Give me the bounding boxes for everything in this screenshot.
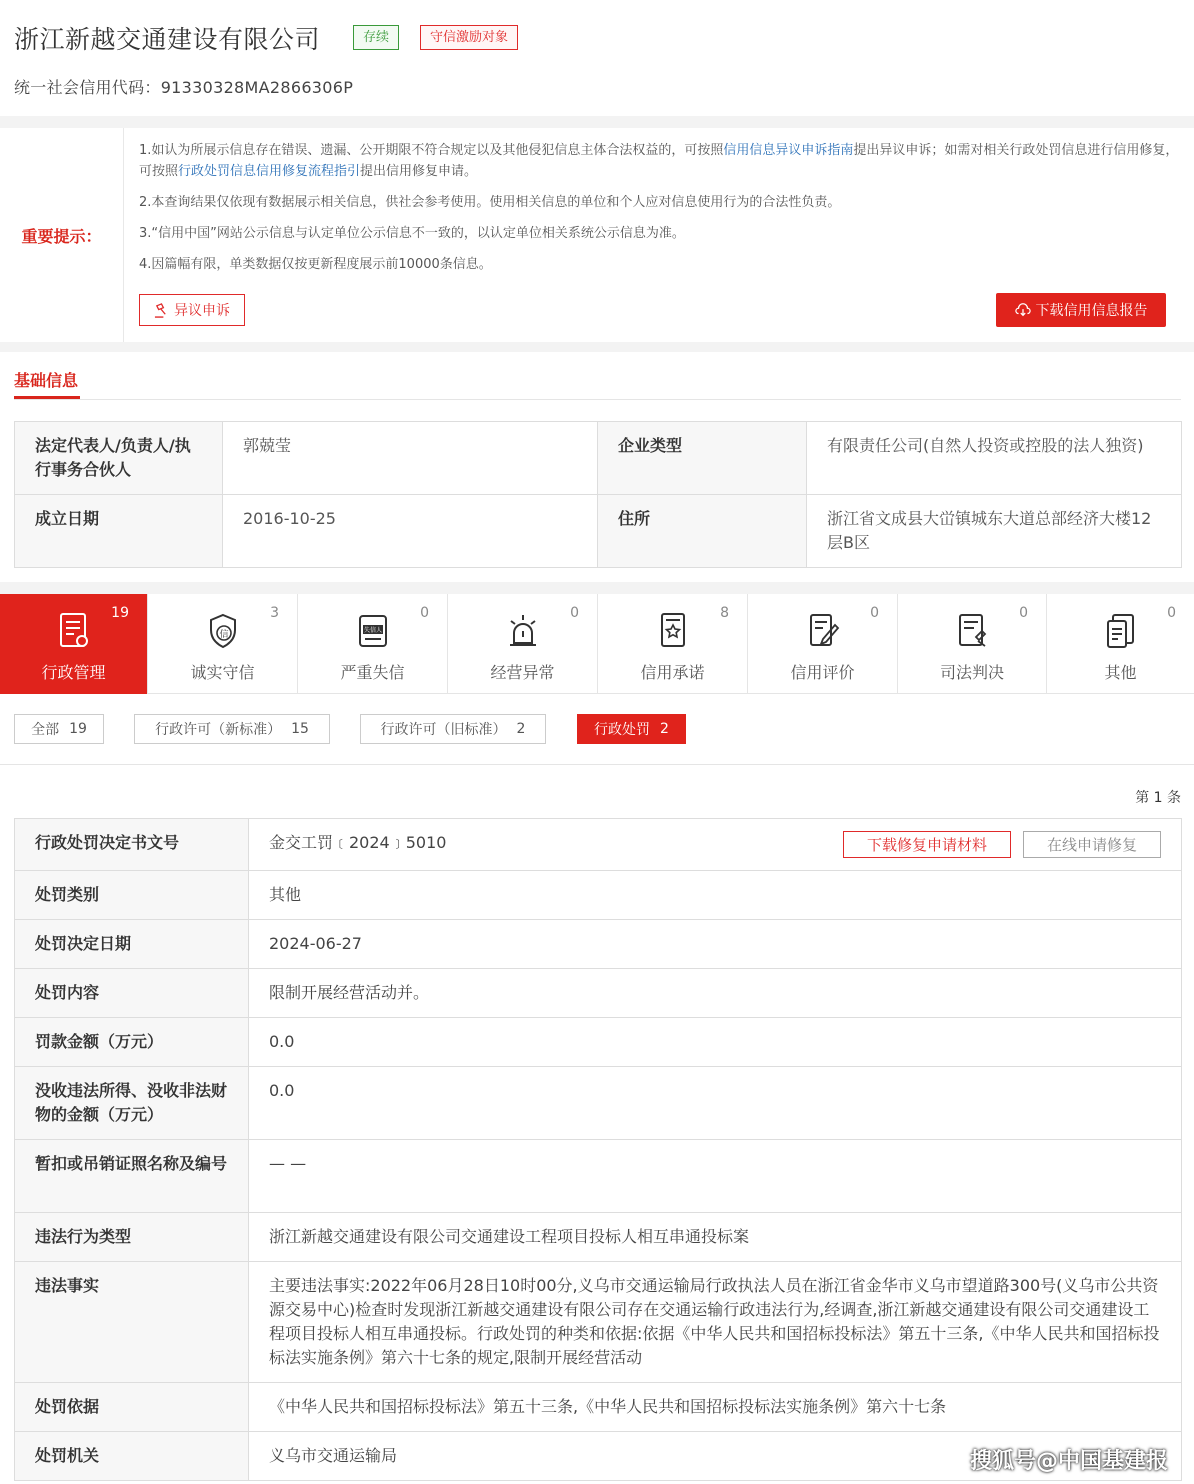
notice-label: 重要提示：	[0, 128, 124, 342]
basis-value: 《中华人民共和国招标投标法》第五十三条,《中华人民共和国招标投标法实施条例》第六十七条	[249, 1383, 1182, 1432]
category-tabs	[0, 594, 1194, 694]
table-row	[15, 422, 1182, 495]
divider	[0, 582, 1194, 594]
tab-label: 信用评价	[790, 663, 855, 682]
tab-count: 0	[420, 605, 429, 621]
tab-business-anomaly[interactable]	[448, 594, 598, 694]
tab-label: 其他	[1104, 663, 1137, 682]
tab-label: 经营异常	[490, 663, 555, 682]
fine-label: 罚款金额（万元）	[15, 1018, 249, 1067]
legal-rep-value: 郭兢莹	[223, 422, 598, 495]
basic-info-table	[14, 421, 1182, 568]
tab-count: 0	[1167, 605, 1176, 621]
address-value: 浙江省文成县大峃镇城东大道总部经济大楼12层B区	[807, 495, 1182, 568]
table-row	[15, 1067, 1182, 1140]
admin-doc-icon	[56, 611, 92, 651]
content-label: 处罚内容	[15, 969, 249, 1018]
filter-all[interactable]: 全部 19	[14, 714, 104, 744]
notice-item-2: 2.本查询结果仅依现有数据展示相关信息，供社会参考使用。使用相关信息的单位和个人应对信息使用行为的合法性负责。	[139, 195, 841, 210]
filter-license-old[interactable]: 行政许可（旧标准） 2	[360, 714, 546, 744]
judgment-doc-icon	[954, 611, 990, 651]
table-row	[15, 1383, 1182, 1432]
decision-date-value: 2024-06-27	[249, 920, 1182, 969]
evaluation-pen-icon	[805, 611, 841, 651]
authority-label: 处罚机关	[15, 1432, 249, 1481]
basis-label: 处罚依据	[15, 1383, 249, 1432]
fine-value: 0.0	[249, 1018, 1182, 1067]
svg-text:信: 信	[218, 630, 229, 640]
important-notice	[0, 128, 1194, 342]
section-line	[14, 399, 1181, 400]
credit-code: 统一社会信用代码：91330328MA2866306P	[14, 78, 354, 97]
founded-value: 2016-10-25	[223, 495, 598, 568]
table-row	[15, 920, 1182, 969]
alarm-light-icon	[505, 611, 541, 651]
license-value: — —	[249, 1140, 1182, 1213]
license-label: 暂扣或吊销证照名称及编号	[15, 1140, 249, 1213]
tab-count: 0	[570, 605, 579, 621]
founded-label: 成立日期	[15, 495, 223, 568]
cloud-download-icon	[1015, 303, 1031, 317]
company-header	[0, 0, 1194, 116]
doc-no-label: 行政处罚决定书文号	[15, 819, 249, 871]
category-label: 处罚类别	[15, 871, 249, 920]
table-row	[15, 495, 1182, 568]
facts-label: 违法事实	[15, 1262, 249, 1383]
tab-label: 诚实守信	[190, 663, 255, 682]
company-name: 浙江新越交通建设有限公司	[14, 25, 321, 54]
doc-no-value: 金交工罚﹝2024﹞5010	[269, 833, 447, 852]
decision-date-label: 处罚决定日期	[15, 920, 249, 969]
dishonest-person-icon	[355, 611, 391, 651]
record-index: 第 1 条	[1135, 790, 1181, 806]
tab-count: 0	[870, 605, 879, 621]
incentive-badge: 守信激励对象	[420, 25, 518, 50]
legal-rep-label: 法定代表人/负责人/执行事务合伙人	[15, 422, 223, 495]
credit-shield-icon	[205, 611, 241, 651]
confiscation-label: 没收违法所得、没收非法财物的金额（万元）	[15, 1067, 249, 1140]
tab-count: 19	[111, 605, 129, 621]
download-repair-material-button[interactable]: 下载修复申请材料	[843, 831, 1011, 858]
table-row	[15, 1213, 1182, 1262]
tab-other[interactable]	[1047, 594, 1194, 694]
watermark: 搜狐号@中国基建报	[969, 1449, 1168, 1474]
table-row	[15, 1140, 1182, 1213]
table-row	[15, 1262, 1182, 1383]
table-row	[15, 1018, 1182, 1067]
basic-info-title: 基础信息	[14, 371, 79, 390]
table-row	[15, 871, 1182, 920]
notice-item-4: 4.因篇幅有限，单类数据仅按更新程度展示前10000条信息。	[139, 257, 492, 272]
divider	[0, 116, 1194, 128]
notice-body	[139, 140, 1179, 285]
tab-count: 0	[1019, 605, 1028, 621]
promise-star-icon	[655, 611, 691, 651]
tab-serious-dishonesty[interactable]	[298, 594, 448, 694]
repair-guide-link[interactable]: 行政处罚信息信用修复流程指引	[178, 164, 361, 179]
authority-value: 义乌市交通运输局	[249, 1432, 1182, 1481]
tab-label: 信用承诺	[640, 663, 705, 682]
appeal-guide-link[interactable]: 信用信息异议申诉指南	[723, 143, 854, 158]
filter-license-new[interactable]: 行政许可（新标准） 15	[134, 714, 330, 744]
tab-judicial-judgment[interactable]	[898, 594, 1047, 694]
confiscation-value: 0.0	[249, 1067, 1182, 1140]
appeal-button[interactable]: 异议申诉	[139, 294, 245, 326]
tab-label: 行政管理	[41, 663, 106, 682]
tab-admin-management[interactable]	[0, 594, 148, 694]
divider	[0, 764, 1194, 765]
table-row	[15, 969, 1182, 1018]
notice-item-3: 3.“信用中国”网站公示信息与认定单位公示信息不一致的，以认定单位相关系统公示信息为准。	[139, 226, 685, 241]
tab-label: 严重失信	[340, 663, 405, 682]
gavel-icon	[154, 303, 169, 318]
divider	[0, 342, 1194, 352]
address-label: 住所	[598, 495, 807, 568]
penalty-detail-table	[14, 818, 1182, 1481]
download-report-button[interactable]: 下载信用信息报告	[996, 293, 1166, 327]
svg-text:失信人: 失信人	[363, 627, 382, 634]
filter-penalty[interactable]: 行政处罚 2	[577, 714, 686, 744]
other-docs-icon	[1103, 611, 1139, 651]
status-badge: 存续	[353, 25, 399, 50]
facts-value: 主要违法事实:2022年06月28日10时00分,义乌市交通运输局行政执法人员在浙江省金华市义乌市望道路300号(义乌市公共资源交易中心)检查时发现浙江新越交通建设有限公司存在交通运输行政违法行为,经调查,浙江新越交通建设有限公司交通建设工程项目投标人相互串通投标。行政处罚的种类和依据:依据《中华人民共和国招标投标法》第五十三条,《中华人民共和国招标投标法实施条例》第六十七条的规定,限制开展经营活动	[249, 1262, 1182, 1383]
violation-type-label: 违法行为类型	[15, 1213, 249, 1262]
online-repair-button[interactable]: 在线申请修复	[1023, 831, 1161, 858]
company-type-label: 企业类型	[598, 422, 807, 495]
violation-type-value: 浙江新越交通建设有限公司交通建设工程项目投标人相互串通投标案	[249, 1213, 1182, 1262]
tab-credit-evaluation[interactable]	[748, 594, 898, 694]
notice-item-1: 1.如认为所展示信息存在错误、遗漏、公开期限不符合规定以及其他侵犯信息主体合法权益的，可按照信用信息异议申诉指南提出异议申诉；如需对相关行政处罚信息进行信用修复，可按照行政处罚信息信用修复流程指引提出信用修复申请。	[139, 143, 1179, 179]
tab-label: 司法判决	[939, 663, 1004, 682]
table-row	[15, 819, 1182, 871]
content-value: 限制开展经营活动并。	[249, 969, 1182, 1018]
tab-credit-promise[interactable]	[598, 594, 748, 694]
tab-count: 8	[720, 605, 729, 621]
category-value: 其他	[249, 871, 1182, 920]
tab-count: 3	[270, 605, 279, 621]
tab-honesty[interactable]	[148, 594, 298, 694]
company-type-value: 有限责任公司(自然人投资或控股的法人独资)	[807, 422, 1182, 495]
